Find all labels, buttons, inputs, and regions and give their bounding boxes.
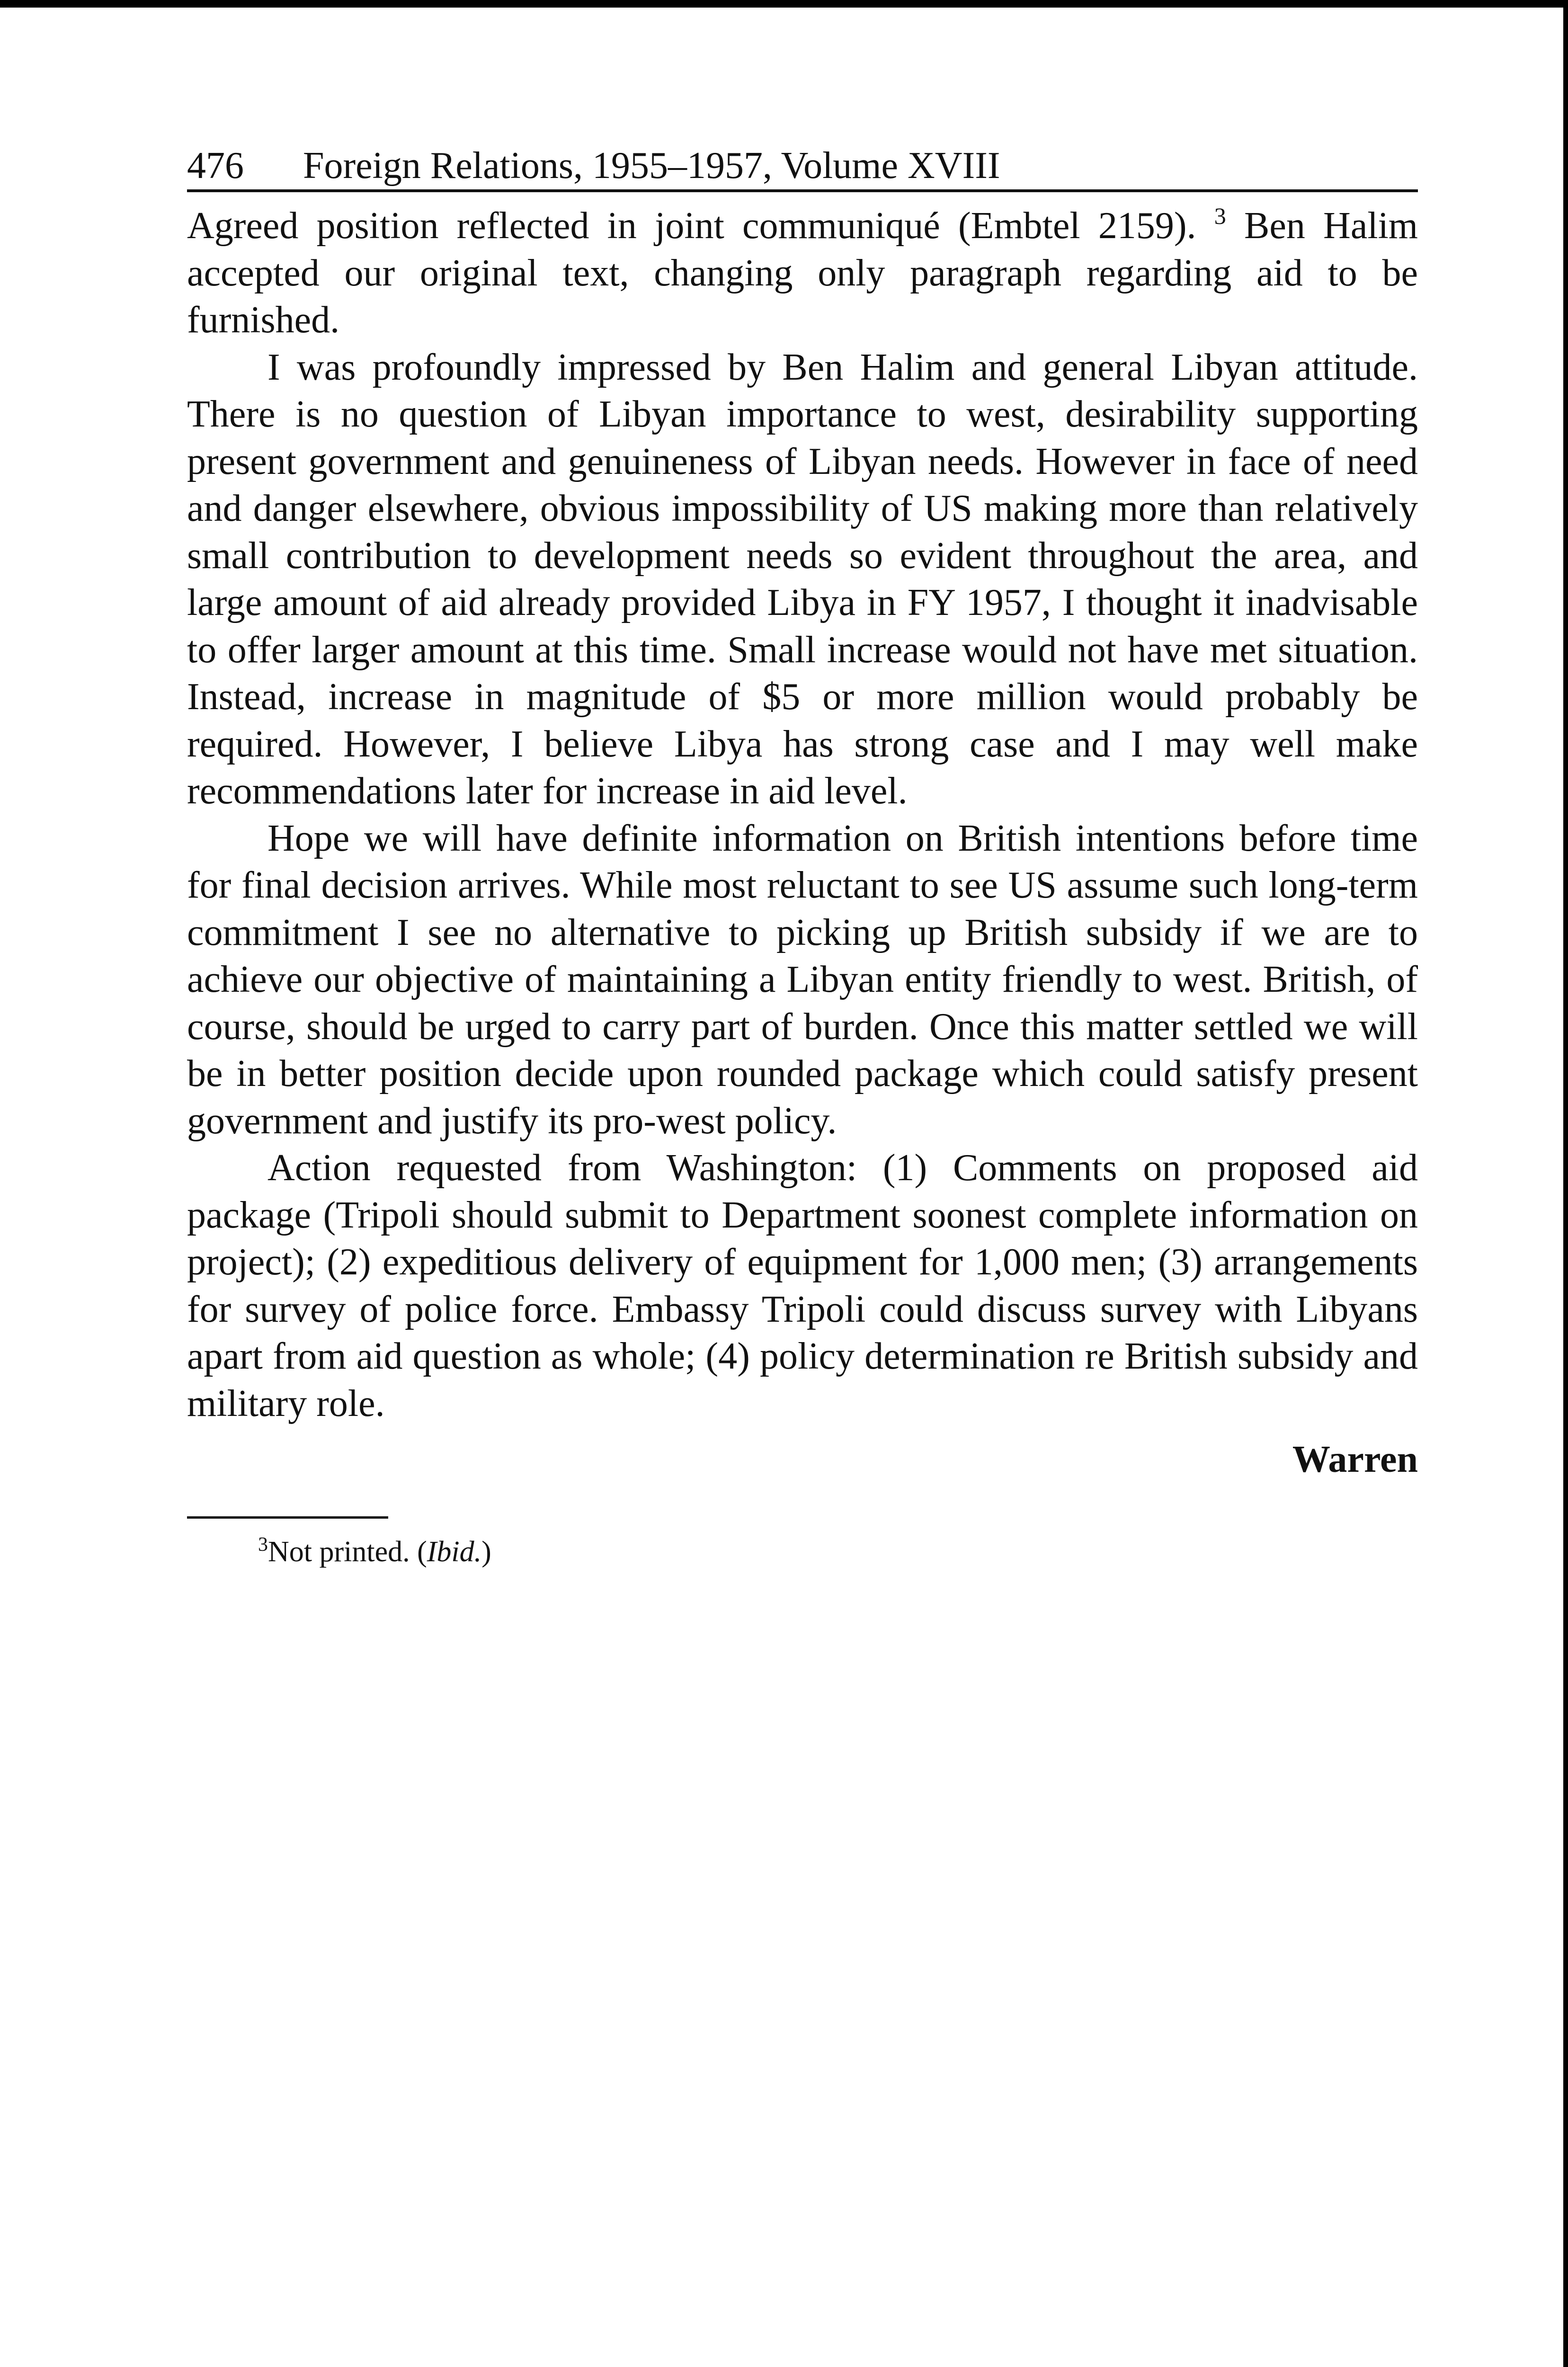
footnote-text: Not printed. ( <box>268 1536 427 1568</box>
paragraph-4: Action requested from Washington: (1) Comments on proposed aid package (Tripoli should submit to Department soonest complete information on project); (2) expeditious delivery of equipment for 1,000 men; (3) arrangements for survey of police force. Embassy Tripoli could discuss survey with Libyans apart from aid question as whole; (4) policy determination re British subsidy and military role. <box>187 1147 1418 1424</box>
paragraph-1-lead: Agreed position reflected in joint communiqué (Embtel 2159). <box>187 205 1196 247</box>
paragraph-1-rest: Ben Halim accepted our original text, changing only paragraph regarding aid to be furnished. <box>187 205 1418 341</box>
footnote-close: ) <box>481 1536 491 1568</box>
footnote <box>187 1533 1418 1571</box>
footnote-marker: 3 <box>258 1534 268 1556</box>
footnote-divider <box>187 1516 388 1519</box>
scan-border-right <box>1563 0 1568 2367</box>
page-number: 476 <box>187 145 244 187</box>
body-text <box>187 203 1418 1427</box>
footnote-reference: 3 <box>1214 203 1226 229</box>
scan-border-top <box>0 0 1568 8</box>
paragraph-1 <box>187 203 1418 344</box>
signature: Warren <box>1292 1439 1418 1480</box>
running-header <box>187 135 1418 192</box>
paragraph-2: I was profoundly impressed by Ben Halim and general Libyan attitude. There is no question of Libyan importance to west, desirability supporting present government and genuineness of Libyan needs. However in face of need and danger elsewhere, obvious impossibility of US making more than relatively small contribution to development needs so evident throughout the area, and large amount of aid already provided Libya in FY 1957, I thought it inadvisable to offer larger amount at this time. Small increase would not have met situation. Instead, increase in magnitude of $5 or more million would probably be required. However, I believe Libya has strong case and I may well make recommendations later for increase in aid level. <box>187 346 1418 812</box>
document-page <box>187 135 1418 1571</box>
paragraph-3: Hope we will have definite information on British intentions before time for final decision arrives. While most reluctant to see US assume such long-term commitment I see no alternative to picking up British subsidy if we are to achieve our objective of maintaining a Libyan entity friendly to west. British, of course, should be urged to carry part of burden. Once this matter settled we will be in better position decide upon rounded package which could satisfy present government and justify its pro-west policy. <box>187 817 1418 1142</box>
running-title: Foreign Relations, 1955–1957, Volume XVIII <box>303 145 1000 187</box>
footnote-ibid: Ibid. <box>427 1536 482 1568</box>
